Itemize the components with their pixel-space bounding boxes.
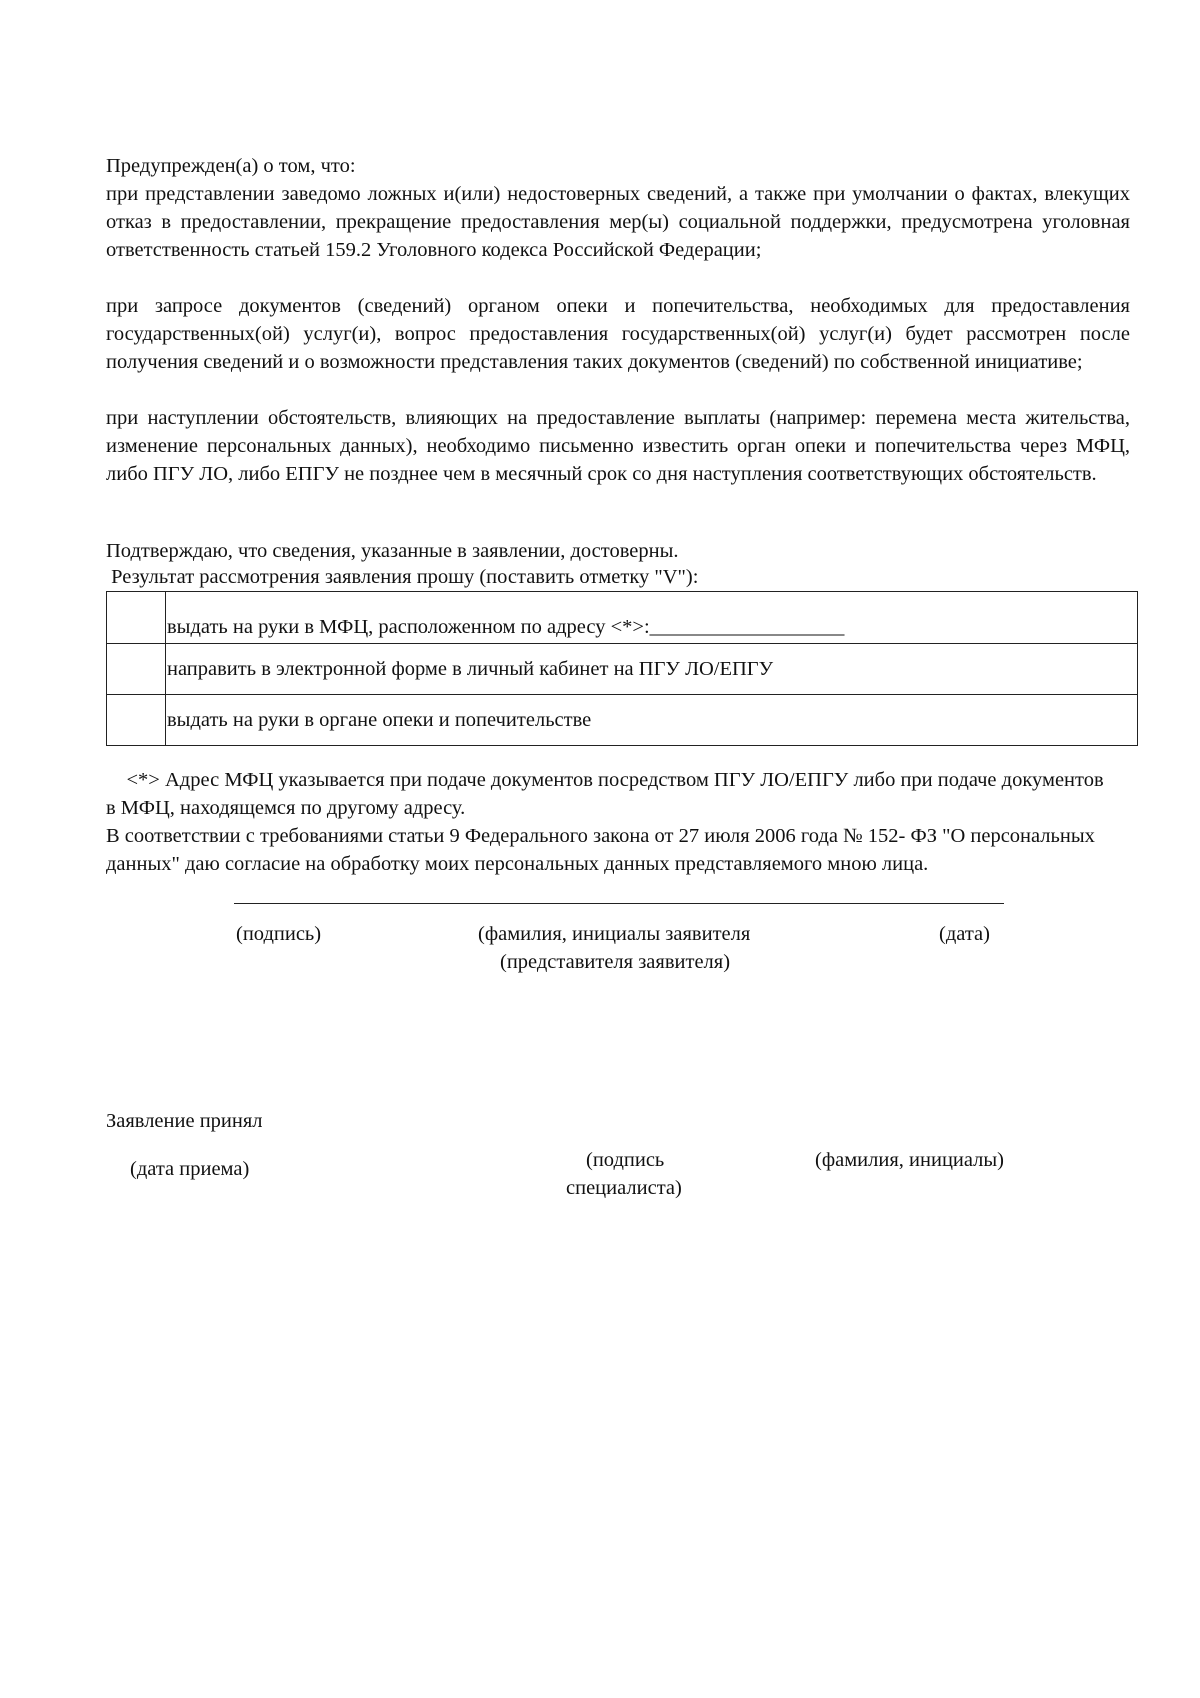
result-options-table xyxy=(106,591,1138,746)
warning-item-criminal-liability: при представлении заведомо ложных и(или) недостоверных сведений, а также при умолчании о фактах, влекущих отказ в предоставлении, прекращение предоставления мер(ы) социальной поддержки, предусмотрена уголовная ответственность статьей 159.2 Уголовного кодекса Российской Федерации; xyxy=(106,183,1130,261)
option-row-guardianship xyxy=(107,695,1138,746)
caption-specialist-name: (фамилия, инициалы) xyxy=(815,1149,1004,1171)
option-label-guardianship: выдать на руки в органе опеки и попечительстве xyxy=(166,695,1138,746)
accepted-heading: Заявление принял xyxy=(106,1110,263,1132)
consent-statement: В соответствии с требованиями статьи 9 Федерального закона от 27 июля 2006 года № 152- ФЗ "О персональных данных" даю согласие на обработку моих персональных данных представляемого мною лица. xyxy=(106,825,1095,875)
warning-item-document-request: при запросе документов (сведений) органом опеки и попечительства, необходимых для предоставления государственных(ой) услуг(и), вопрос предоставления государственных(ой) услуг(и) будет рассмотрен после получения сведений и о возможности представления таких документов (сведений) по собственной инициативе; xyxy=(106,295,1130,373)
warning-heading: Предупрежден(а) о том, что: xyxy=(106,155,356,177)
caption-signature: (подпись) xyxy=(236,923,322,945)
option-row-electronic xyxy=(107,644,1138,695)
address-footnote: <*> Адрес МФЦ указывается при подаче документов посредством ПГУ ЛО/ЕПГУ либо при подаче документов в МФЦ, находящемся по другому адресу. xyxy=(106,769,1109,819)
option-checkbox-guardianship[interactable] xyxy=(107,695,166,746)
confirm-statement: Подтверждаю, что сведения, указанные в заявлении, достоверны. xyxy=(106,540,679,562)
caption-specialist-signature-2: специалиста) xyxy=(566,1177,682,1199)
consent-signature-line xyxy=(234,903,1004,904)
caption-date: (дата) xyxy=(939,923,990,945)
warning-item-notify-changes: при наступлении обстоятельств, влияющих на предоставление выплаты (например: перемена места жительства, изменение персональных данных), необходимо письменно известить орган опеки и попечительства через МФЦ, либо ПГУ ЛО, либо ЕПГУ не позднее чем в месячный срок со дня наступления соответствующих обстоятельств. xyxy=(106,407,1130,485)
result-heading: Результат рассмотрения заявления прошу (поставить отметку "V"): xyxy=(106,566,699,588)
caption-specialist-signature: (подпись xyxy=(586,1149,665,1171)
option-checkbox-electronic[interactable] xyxy=(107,644,166,695)
option-label-mfc: выдать на руки в МФЦ, расположенном по адресу <*>:___________________ xyxy=(166,592,1138,644)
option-label-electronic: направить в электронной форме в личный кабинет на ПГУ ЛО/ЕПГУ xyxy=(166,644,1138,695)
option-row-mfc xyxy=(107,592,1138,644)
caption-applicant-representative: (представителя заявителя) xyxy=(500,951,731,973)
caption-acceptance-date: (дата приема) xyxy=(130,1158,250,1180)
caption-applicant-name: (фамилия, инициалы заявителя xyxy=(478,923,751,945)
option-checkbox-mfc[interactable] xyxy=(107,592,166,644)
